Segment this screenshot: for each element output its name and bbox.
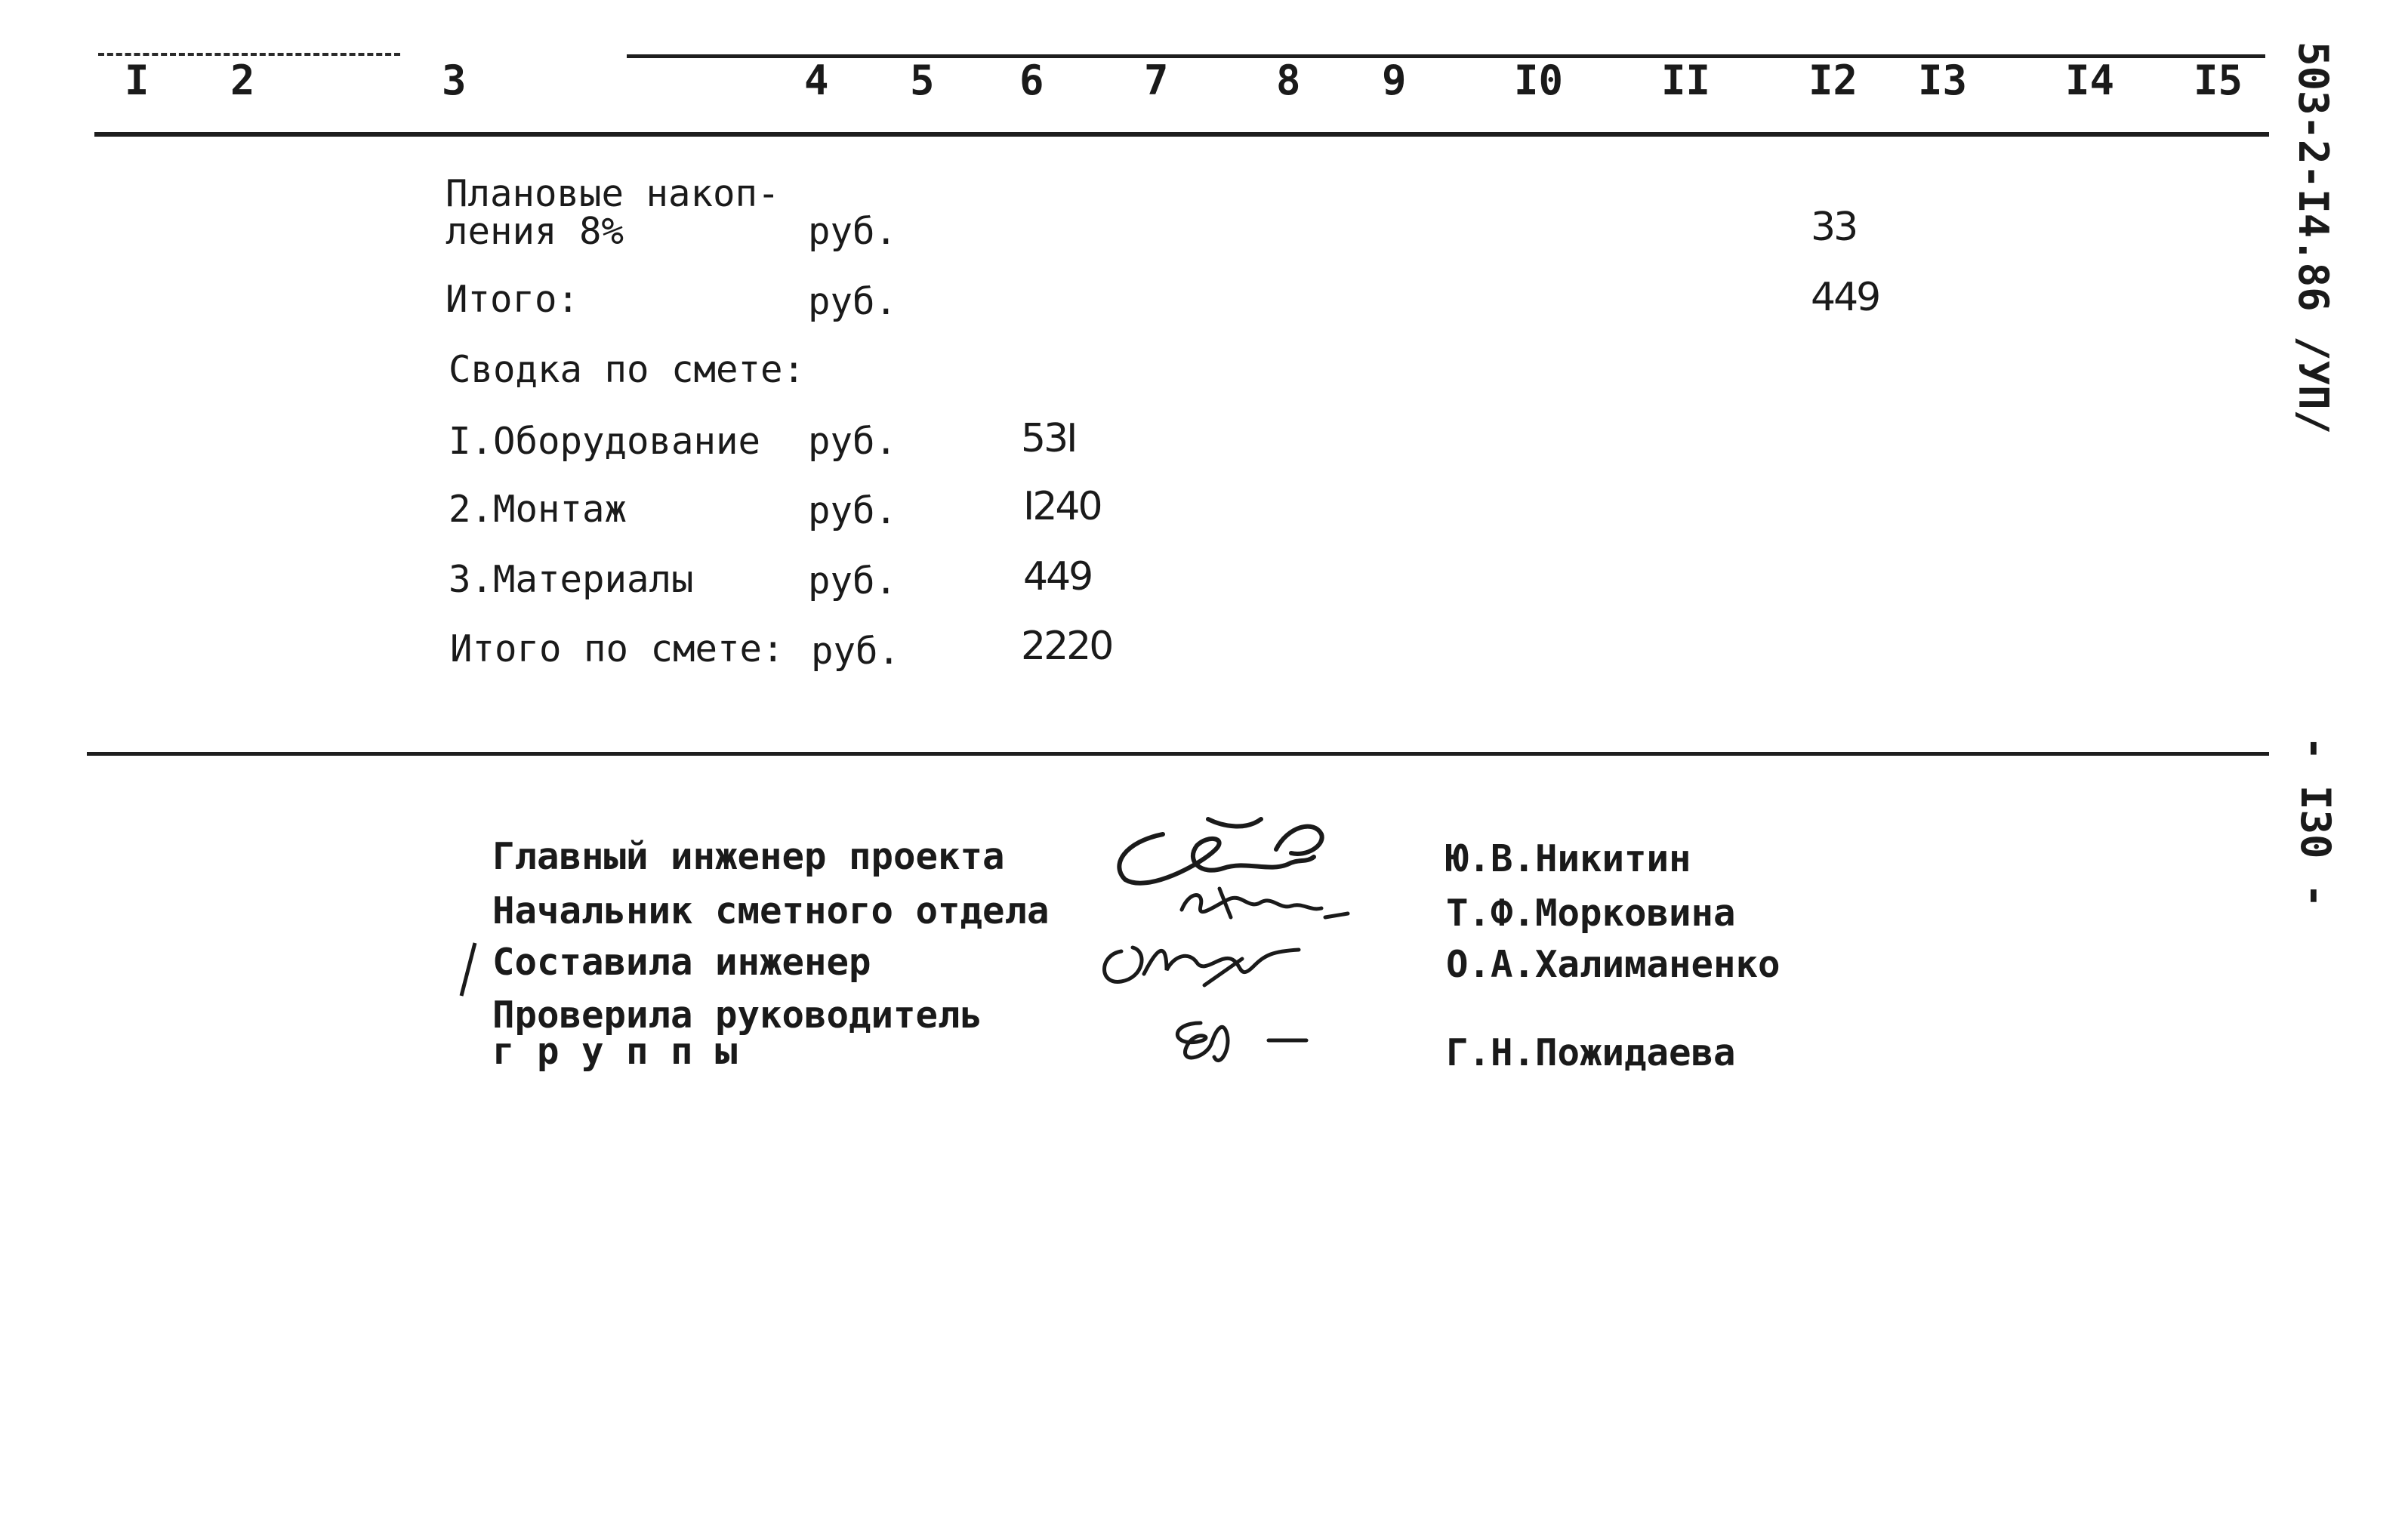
row-label-estimate-total: Итого по смете: (450, 627, 785, 670)
column-number-2: 2 (230, 57, 255, 104)
page-number: - I30 - (2292, 736, 2339, 908)
handwritten-signature-head-estimates (1167, 880, 1355, 932)
top-rule (627, 54, 2265, 58)
column-number-6: 6 (1019, 57, 1044, 104)
table-bottom-rule (87, 752, 2269, 756)
signature-title-head-estimates: Начальник сметного отдела (492, 889, 1050, 932)
header-bottom-rule (94, 132, 2269, 137)
signature-title-checked-by-line1: Проверила руководитель (492, 994, 983, 1037)
row-unit: руб. (811, 630, 901, 673)
summary-heading: Сводка по смете: (449, 348, 806, 391)
column-number-14: I4 (2065, 57, 2115, 104)
column-number-4: 4 (804, 57, 829, 104)
column-number-3: 3 (442, 57, 467, 104)
row-value-col6: 2220 (1021, 624, 1112, 669)
handwritten-signature-compiled-by (1091, 929, 1318, 997)
signature-name-checked-by: Г.Н.Пожидаева (1446, 1031, 1736, 1074)
column-number-11: II (1661, 57, 1711, 104)
signature-title-compiled-by: Составила инженер (492, 941, 871, 984)
row-unit: руб. (808, 280, 898, 323)
row-unit: руб. (808, 489, 898, 532)
row-label-installation: 2.Монтаж (449, 488, 627, 531)
column-number-1: I (125, 57, 150, 104)
row-value-col6: 53I (1021, 416, 1076, 461)
row-label-planned-savings-line1: Плановые накоп- (446, 172, 780, 215)
column-number-12: I2 (1808, 57, 1858, 104)
document-code: 503-2-I4.86 /УП/ (2289, 42, 2337, 435)
column-number-9: 9 (1382, 57, 1407, 104)
row-label-total: Итого: (446, 278, 580, 321)
row-unit: руб. (808, 210, 898, 253)
top-rule-left (98, 53, 400, 56)
column-number-15: I5 (2194, 57, 2243, 104)
row-value-col12: 449 (1811, 275, 1879, 320)
signature-name-compiled-by: О.А.Халиманенко (1446, 943, 1781, 986)
row-unit: руб. (808, 420, 898, 463)
row-label-equipment: I.Оборудование (449, 420, 761, 463)
row-value-col12: 33 (1811, 205, 1857, 250)
column-number-8: 8 (1276, 57, 1301, 104)
signature-title-chief-engineer: Главный инженер проекта (492, 835, 1005, 878)
row-value-col6: I240 (1023, 484, 1101, 529)
margin-tick-mark (457, 940, 479, 1000)
column-number-7: 7 (1144, 57, 1169, 104)
column-number-5: 5 (910, 57, 935, 104)
row-label-materials: 3.Материалы (449, 558, 694, 601)
handwritten-signature-checked-by (1155, 1004, 1321, 1072)
signature-name-head-estimates: Т.Ф.Морковина (1446, 892, 1736, 935)
signature-name-chief-engineer: Ю.В.Никитин (1446, 837, 1691, 880)
column-number-13: I3 (1918, 57, 1968, 104)
column-number-10: I0 (1514, 57, 1564, 104)
signature-title-checked-by-line2: г р у п п ы (492, 1030, 738, 1073)
row-unit: руб. (808, 559, 898, 602)
row-value-col6: 449 (1023, 554, 1092, 599)
row-label-planned-savings-line2: ления 8% (446, 210, 624, 253)
